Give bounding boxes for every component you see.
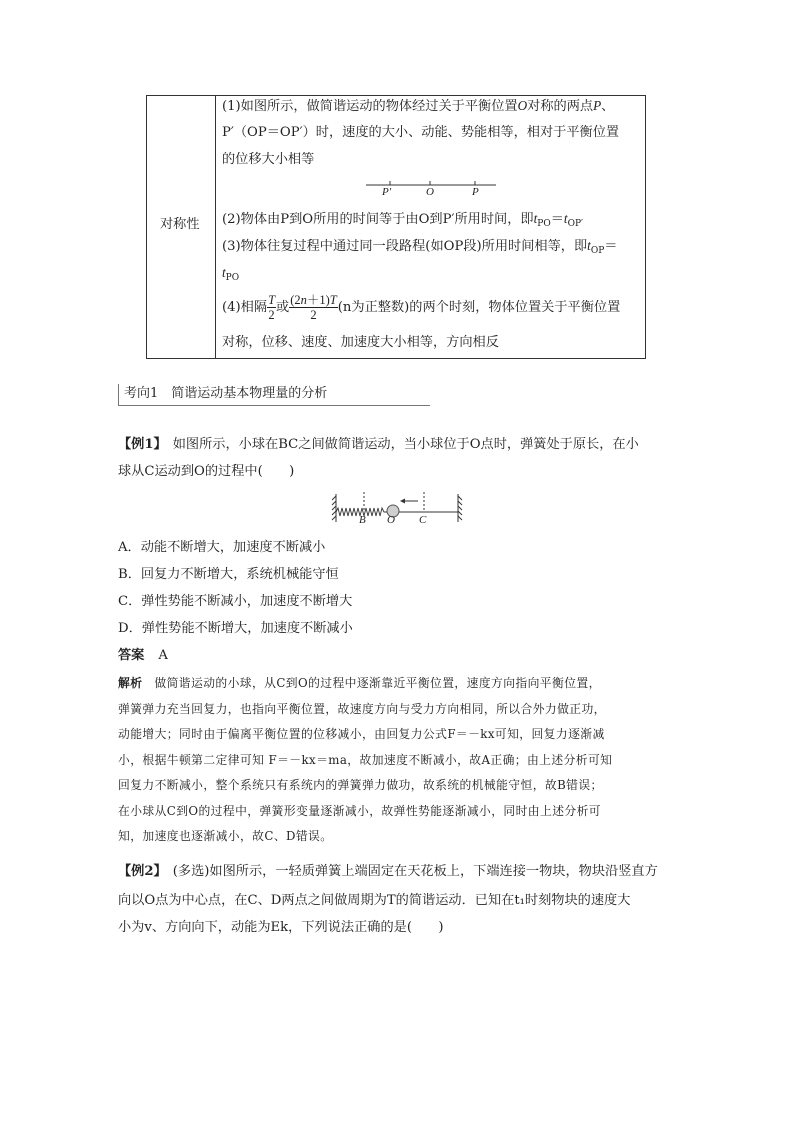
example1-question-line2: 球从C运动到O的过程中( ) (118, 464, 295, 479)
example1-tag: 【例1】 (118, 437, 167, 452)
table-line-4: (2)物体由P到O所用的时间等于由O到P′所用时间，即$t_{PO}=t_{OP'}$ (222, 211, 584, 229)
analysis-line: 动能增大；同时由于偏离平衡位置的位移减小，由回复力公式F＝－kx可知，回复力逐渐减 (118, 727, 605, 741)
example1-question-line1: 【例1】 如图所示，小球在BC之间做简谐运动，当小球位于O点时，弹簧处于原长，在小 (118, 437, 639, 452)
example2-line1: 【例2】 (多选)如图所示，一轻质弹簧上端固定在天花板上，下端连接一物块，物块沿竖直方 (118, 864, 658, 879)
analysis-line: 弹簧弹力充当回复力，也指向平衡位置，故速度方向与受力方向相同，所以合外力做正功， (118, 701, 606, 716)
analysis-line: 小，根据牛顿第二定律可知 F＝－kx＝ma，故加速度不断减小，故A正确；由上述分析可知 (118, 752, 613, 767)
answer-line (118, 646, 168, 666)
option-b: B．回复力不断增大，系统机械能守恒 (118, 567, 339, 582)
fig-label-b: B (359, 514, 366, 526)
example2-line3: 小为v、方向向下，动能为Ek，下列说法正确的是( ) (118, 920, 444, 935)
arrow-head (400, 499, 405, 504)
table-line-6: $t_{PO}$ (222, 265, 240, 283)
fig-label-o: O (426, 186, 434, 198)
table-line-8: 对称，位移、速度、加速度大小相等，方向相反 (222, 335, 499, 350)
fig-label-p: P (472, 186, 479, 198)
section-underline (118, 405, 430, 406)
option-a: A．动能不断增大，加速度不断减小 (118, 540, 326, 555)
spring-ball-figure (328, 490, 468, 528)
fig-label-p-prime: P′ (382, 186, 392, 198)
answer-label: 答案 (118, 648, 145, 663)
section-title: 考向1 简谐运动基本物理量的分析 (124, 386, 328, 401)
table-divider (215, 96, 216, 358)
table-line-2: P′（OP＝OP′）时，速度的大小、动能、势能相等，相对于平衡位置 (222, 125, 620, 140)
analysis-line: 回复力不断减小，整个系统只有系统内的弹簧弹力做功，故系统的机械能守恒，故B错误； (118, 778, 603, 792)
example2-line2: 向以O点为中心点，在C、D两点之间做周期为T的简谐运动．已知在t₁时刻物块的速度大 (118, 893, 631, 908)
frac-t-over-2: $\frac{T}{2}$ (268, 293, 276, 322)
fig-label-c: C (419, 514, 427, 526)
fig-label-o2: O (387, 514, 395, 526)
option-c: C．弹性势能不断减小，加速度不断增大 (118, 594, 353, 609)
table-line-1: (1)如图所示，做简谐运动的物体经过关于平衡位置O对称的两点P、 (222, 98, 615, 114)
section-bracket-left (118, 384, 119, 406)
option-d: D．弹性势能不断增大，加速度不断减小 (118, 621, 353, 636)
left-wall (332, 494, 336, 522)
example2-tag: 【例2】 (118, 864, 167, 879)
section-header (118, 384, 430, 406)
frac-2n1t-over-2: $\frac{(2n+1)T}{2}$ (290, 293, 337, 322)
analysis-block (118, 671, 612, 850)
analysis-line: 知，加速度也逐渐减小，故C、D错误。 (118, 829, 333, 843)
answer-value: A (158, 648, 168, 663)
analysis-label: 解析 (118, 676, 143, 690)
analysis-line: 在小球从C到O的过程中，弹簧形变量逐渐减小，故弹性势能逐渐减小，同时由上述分析可 (118, 803, 601, 818)
analysis-line: 解析 做简谐运动的小球，从C到O的过程中逐渐靠近平衡位置，速度方向指向平衡位置， (118, 676, 601, 690)
table-line-7: (4)相隔 $\frac{T}{2}$ 或 $\frac{(2n+1)T}{2}$ (n为正整数)的两个时刻，物体位置关于平衡位置 (222, 293, 621, 322)
right-wall (458, 494, 462, 522)
table-row-label: 对称性 (160, 217, 200, 232)
table-line-3: 的位移大小相等 (222, 152, 315, 167)
table-line-5: (3)物体往复过程中通过同一段路程(如OP段)所用时间相等，即$t_{OP}=$ (222, 238, 618, 256)
